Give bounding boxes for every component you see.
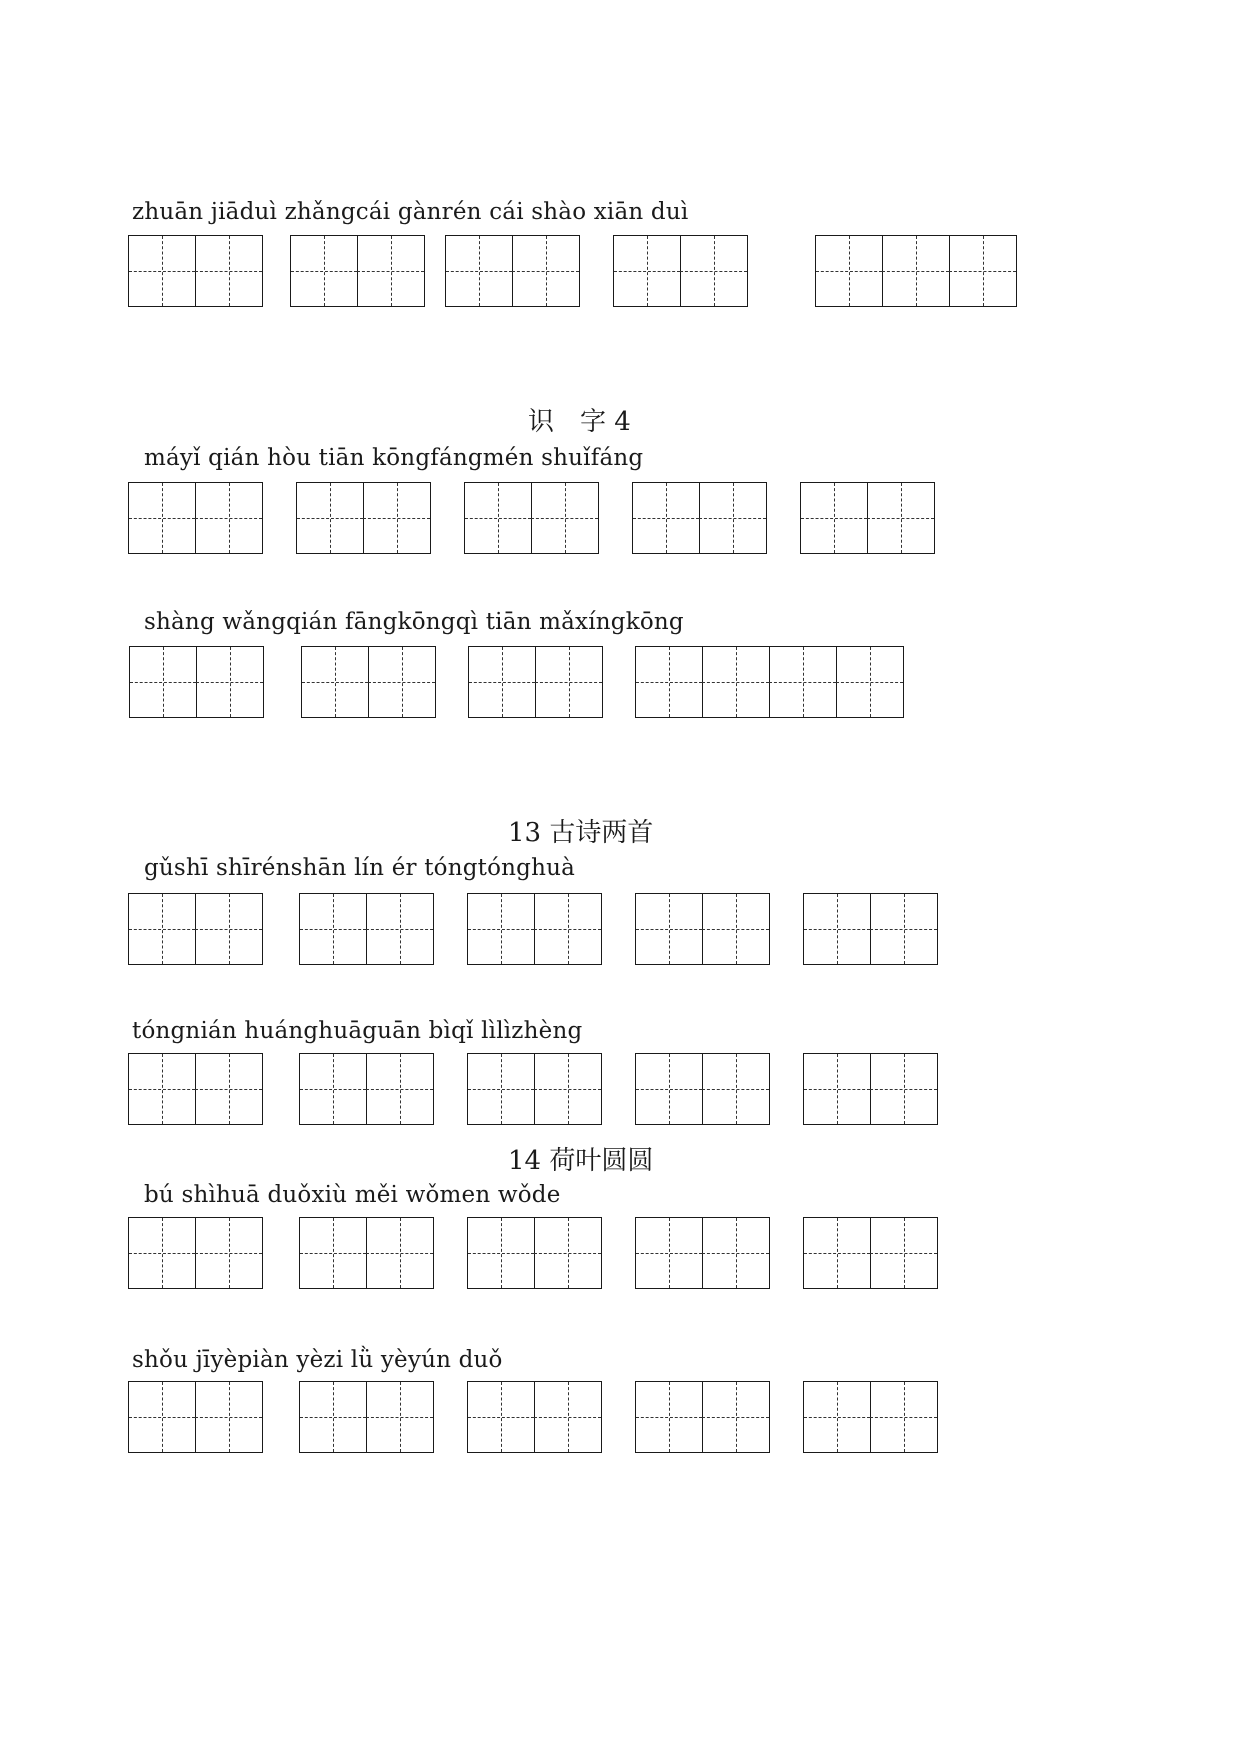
guide-line-horizontal (702, 1417, 769, 1418)
char-box-group (464, 482, 598, 554)
guide-line-horizontal (636, 1253, 702, 1254)
char-writing-box[interactable] (800, 482, 868, 554)
guide-line-horizontal (702, 1089, 769, 1090)
char-writing-box[interactable] (531, 482, 599, 554)
char-writing-box[interactable] (534, 893, 602, 965)
guide-line-horizontal (468, 1417, 534, 1418)
char-writing-box[interactable] (702, 1217, 770, 1289)
char-writing-box[interactable] (702, 893, 770, 965)
char-writing-box[interactable] (464, 482, 532, 554)
char-writing-box[interactable] (366, 1217, 434, 1289)
char-writing-box[interactable] (702, 646, 770, 718)
char-writing-box[interactable] (635, 1217, 703, 1289)
char-writing-box[interactable] (535, 646, 603, 718)
guide-line-horizontal (129, 1089, 195, 1090)
char-writing-box[interactable] (128, 1053, 196, 1125)
char-box-group (467, 1053, 601, 1125)
char-writing-box[interactable] (815, 235, 883, 307)
guide-line-horizontal (195, 1417, 262, 1418)
char-writing-box[interactable] (635, 1381, 703, 1453)
char-writing-box[interactable] (870, 893, 938, 965)
pinyin-row-3: shàng wǎngqián fāngkōngqì tiān mǎxíngkōng (144, 609, 684, 635)
char-writing-box[interactable] (632, 482, 700, 554)
guide-line-horizontal (804, 1089, 870, 1090)
char-writing-box[interactable] (867, 482, 935, 554)
char-box-group (803, 1381, 937, 1453)
char-writing-box[interactable] (301, 646, 369, 718)
char-writing-box[interactable] (467, 893, 535, 965)
guide-line-horizontal (129, 1417, 195, 1418)
char-writing-box[interactable] (128, 1381, 196, 1453)
guide-line-horizontal (468, 1089, 534, 1090)
char-writing-box[interactable] (195, 1053, 263, 1125)
guide-line-horizontal (300, 1089, 366, 1090)
char-writing-box[interactable] (195, 1381, 263, 1453)
char-writing-box[interactable] (803, 1217, 871, 1289)
guide-line-horizontal (804, 1417, 870, 1418)
char-writing-box[interactable] (836, 646, 904, 718)
char-writing-box[interactable] (534, 1053, 602, 1125)
char-box-group (301, 646, 435, 718)
char-box-group (815, 235, 1016, 307)
guide-line-horizontal (300, 1253, 366, 1254)
char-writing-box[interactable] (882, 235, 950, 307)
char-writing-box[interactable] (129, 646, 197, 718)
guide-line-horizontal (867, 518, 934, 519)
pinyin-row-1: zhuān jiāduì zhǎngcái gànrén cái shào xiān duì (132, 199, 689, 225)
pinyin-row-6: bú shìhuā duǒxiù měi wǒmen wǒde (144, 1182, 561, 1208)
char-box-group (128, 1381, 262, 1453)
guide-line-horizontal (534, 1417, 601, 1418)
guide-line-horizontal (804, 1253, 870, 1254)
char-writing-box[interactable] (299, 893, 367, 965)
guide-line-horizontal (300, 1417, 366, 1418)
char-writing-box[interactable] (195, 235, 263, 307)
char-writing-box[interactable] (368, 646, 436, 718)
char-writing-box[interactable] (870, 1053, 938, 1125)
char-writing-box[interactable] (702, 1053, 770, 1125)
char-writing-box[interactable] (196, 646, 264, 718)
char-writing-box[interactable] (366, 893, 434, 965)
guide-line-horizontal (300, 929, 366, 930)
guide-line-horizontal (531, 518, 598, 519)
char-box-group (128, 235, 262, 307)
char-writing-box[interactable] (870, 1217, 938, 1289)
guide-line-horizontal (130, 682, 196, 683)
guide-line-horizontal (195, 1253, 262, 1254)
char-writing-box[interactable] (702, 1381, 770, 1453)
char-writing-box[interactable] (803, 1381, 871, 1453)
guide-line-horizontal (368, 682, 435, 683)
char-writing-box[interactable] (128, 893, 196, 965)
guide-line-horizontal (680, 271, 747, 272)
guide-line-horizontal (769, 682, 836, 683)
char-writing-box[interactable] (128, 482, 196, 554)
guide-line-horizontal (366, 1253, 433, 1254)
char-writing-box[interactable] (680, 235, 748, 307)
guide-line-horizontal (446, 271, 512, 272)
char-writing-box[interactable] (195, 1217, 263, 1289)
guide-line-horizontal (534, 929, 601, 930)
char-box-group (632, 482, 766, 554)
guide-line-horizontal (468, 1253, 534, 1254)
char-box-group (635, 1381, 769, 1453)
guide-line-horizontal (870, 1417, 937, 1418)
char-writing-box[interactable] (363, 482, 431, 554)
char-writing-box[interactable] (534, 1381, 602, 1453)
guide-line-horizontal (195, 271, 262, 272)
char-box-group (468, 646, 602, 718)
char-box-group (800, 482, 934, 554)
guide-line-horizontal (366, 1089, 433, 1090)
guide-line-horizontal (636, 1089, 702, 1090)
guide-line-horizontal (363, 518, 430, 519)
guide-line-horizontal (195, 929, 262, 930)
guide-line-horizontal (702, 929, 769, 930)
guide-line-horizontal (882, 271, 949, 272)
char-box-group (299, 1217, 433, 1289)
char-writing-box[interactable] (949, 235, 1017, 307)
char-writing-box[interactable] (699, 482, 767, 554)
guide-line-horizontal (357, 271, 424, 272)
guide-line-horizontal (291, 271, 357, 272)
char-box-group (467, 893, 601, 965)
char-writing-box[interactable] (299, 1381, 367, 1453)
guide-line-horizontal (196, 682, 263, 683)
section-title-shizi-4: 识 字 4 (528, 407, 631, 437)
char-writing-box[interactable] (195, 482, 263, 554)
guide-line-horizontal (614, 271, 680, 272)
char-writing-box[interactable] (512, 235, 580, 307)
char-box-group (635, 893, 769, 965)
char-writing-box[interactable] (635, 646, 703, 718)
char-writing-box[interactable] (769, 646, 837, 718)
guide-line-horizontal (302, 682, 368, 683)
char-writing-box[interactable] (296, 482, 364, 554)
guide-line-horizontal (949, 271, 1016, 272)
pinyin-row-5: tóngnián huánghuāguān bìqǐ lìlìzhèng (132, 1018, 583, 1044)
char-box-group (613, 235, 747, 307)
char-writing-box[interactable] (299, 1217, 367, 1289)
char-writing-box[interactable] (128, 235, 196, 307)
char-box-group (445, 235, 579, 307)
section-title-14: 14 荷叶圆圆 (508, 1146, 654, 1176)
guide-line-horizontal (534, 1253, 601, 1254)
char-writing-box[interactable] (635, 1053, 703, 1125)
guide-line-horizontal (129, 929, 195, 930)
guide-line-horizontal (870, 929, 937, 930)
char-box-group (299, 1053, 433, 1125)
guide-line-horizontal (469, 682, 535, 683)
char-box-group (299, 893, 433, 965)
char-writing-box[interactable] (467, 1381, 535, 1453)
section-title-13: 13 古诗两首 (508, 818, 654, 848)
char-box-group (299, 1381, 433, 1453)
char-box-group (128, 1217, 262, 1289)
guide-line-horizontal (366, 1417, 433, 1418)
char-writing-box[interactable] (803, 893, 871, 965)
guide-line-horizontal (702, 1253, 769, 1254)
char-box-group (635, 1053, 769, 1125)
char-box-group (467, 1217, 601, 1289)
char-writing-box[interactable] (467, 1053, 535, 1125)
guide-line-horizontal (804, 929, 870, 930)
guide-line-horizontal (636, 929, 702, 930)
guide-line-horizontal (512, 271, 579, 272)
guide-line-horizontal (636, 1417, 702, 1418)
guide-line-horizontal (195, 1089, 262, 1090)
char-writing-box[interactable] (128, 1217, 196, 1289)
char-writing-box[interactable] (195, 893, 263, 965)
char-writing-box[interactable] (290, 235, 358, 307)
pinyin-row-4: gǔshī shīrénshān lín ér tóngtónghuà (144, 855, 576, 881)
char-writing-box[interactable] (870, 1381, 938, 1453)
guide-line-horizontal (129, 271, 195, 272)
char-box-group (803, 1217, 937, 1289)
guide-line-horizontal (816, 271, 882, 272)
guide-line-horizontal (468, 929, 534, 930)
guide-line-horizontal (129, 518, 195, 519)
guide-line-horizontal (465, 518, 531, 519)
guide-line-horizontal (870, 1089, 937, 1090)
char-writing-box[interactable] (468, 646, 536, 718)
char-box-group (803, 893, 937, 965)
guide-line-horizontal (702, 682, 769, 683)
guide-line-horizontal (870, 1253, 937, 1254)
guide-line-horizontal (297, 518, 363, 519)
guide-line-horizontal (801, 518, 867, 519)
char-writing-box[interactable] (445, 235, 513, 307)
guide-line-horizontal (636, 682, 702, 683)
guide-line-horizontal (699, 518, 766, 519)
char-box-group (129, 646, 263, 718)
char-box-group (128, 893, 262, 965)
char-writing-box[interactable] (357, 235, 425, 307)
pinyin-row-2: máyǐ qián hòu tiān kōngfángmén shuǐfáng (144, 445, 644, 471)
char-box-group (296, 482, 430, 554)
guide-line-horizontal (366, 929, 433, 930)
char-writing-box[interactable] (803, 1053, 871, 1125)
guide-line-horizontal (836, 682, 903, 683)
guide-line-horizontal (195, 518, 262, 519)
char-box-group (803, 1053, 937, 1125)
guide-line-horizontal (633, 518, 699, 519)
guide-line-horizontal (535, 682, 602, 683)
char-writing-box[interactable] (635, 893, 703, 965)
char-writing-box[interactable] (366, 1381, 434, 1453)
char-writing-box[interactable] (299, 1053, 367, 1125)
char-box-group (635, 1217, 769, 1289)
char-box-group (635, 646, 903, 718)
guide-line-horizontal (534, 1089, 601, 1090)
char-box-group (290, 235, 424, 307)
char-box-group (128, 482, 262, 554)
char-writing-box[interactable] (467, 1217, 535, 1289)
pinyin-row-7: shǒu jīyèpiàn yèzi lǜ yèyún duǒ (132, 1347, 503, 1373)
guide-line-horizontal (129, 1253, 195, 1254)
char-box-group (128, 1053, 262, 1125)
char-writing-box[interactable] (613, 235, 681, 307)
char-writing-box[interactable] (366, 1053, 434, 1125)
char-writing-box[interactable] (534, 1217, 602, 1289)
char-box-group (467, 1381, 601, 1453)
